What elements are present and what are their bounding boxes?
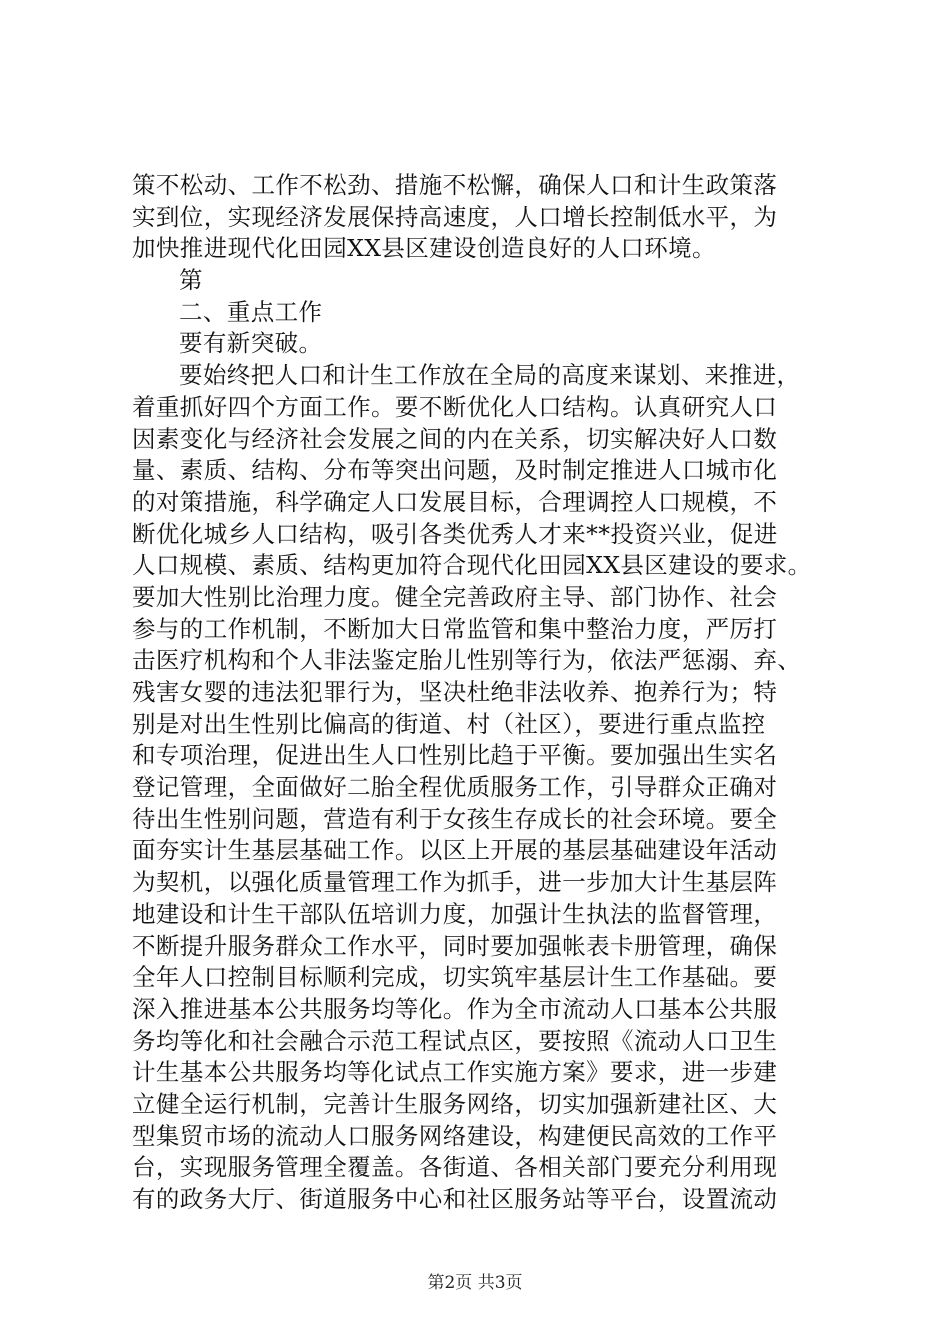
text-line: 立健全运行机制，完善计生服务网络，切实加强新建社区、大 <box>132 1089 778 1118</box>
text-line: 要始终把人口和计生工作放在全局的高度来谋划、来推进， <box>179 361 801 390</box>
text-line: 要加大性别比治理力度。健全完善政府主导、部门协作、社会 <box>132 582 778 611</box>
text-line: 计生基本公共服务均等化试点工作实施方案》要求，进一步建 <box>132 1058 778 1087</box>
text-line: 登记管理，全面做好二胎全程优质服务工作，引导群众正确对 <box>132 773 778 802</box>
text-line: 加快推进现代化田园XX县区建设创造良好的人口环境。 <box>132 234 716 263</box>
text-line: 量、素质、结构、分布等突出问题，及时制定推进人口城市化 <box>132 456 778 485</box>
text-line: 因素变化与经济社会发展之间的内在关系，切实解决好人口数 <box>132 424 778 453</box>
body-text <box>132 170 832 1216</box>
text-line: 着重抓好四个方面工作。要不断优化人口结构。认真研究人口 <box>132 392 778 421</box>
text-line: 全年人口控制目标顺利完成，切实筑牢基层计生工作基础。要 <box>132 963 778 992</box>
text-line: 为契机，以强化质量管理工作为抓手，进一步加大计生基层阵 <box>132 868 778 897</box>
text-line: 人口规模、素质、结构更加符合现代化田园XX县区建设的要求。 <box>132 551 812 580</box>
text-line: 深入推进基本公共服务均等化。作为全市流动人口基本公共服 <box>132 994 778 1023</box>
text-line: 别是对出生性别比偏高的街道、村（社区），要进行重点监控 <box>132 709 766 738</box>
text-line: 面夯实计生基层基础工作。以区上开展的基层基础建设年活动 <box>132 836 778 865</box>
page-footer: 第2页 共3页 <box>427 1273 523 1293</box>
text-line: 参与的工作机制，不断加大日常监管和集中整治力度，严厉打 <box>132 614 778 643</box>
text-line: 要有新突破。 <box>179 329 323 358</box>
text-line: 二、重点工作 <box>179 297 323 326</box>
text-line: 策不松动、工作不松劲、措施不松懈，确保人口和计生政策落 <box>132 171 778 199</box>
text-line: 第 <box>179 266 203 295</box>
text-line: 断优化城乡人口结构，吸引各类优秀人才来**投资兴业，促进 <box>132 519 778 548</box>
text-line: 实到位，实现经济发展保持高速度，人口增长控制低水平，为 <box>132 202 778 231</box>
text-line: 残害女婴的违法犯罪行为，坚决杜绝非法收养、抱养行为；特 <box>132 678 778 706</box>
text-line: 击医疗机构和个人非法鉴定胎儿性别等行为，依法严惩溺、弃、 <box>132 646 802 675</box>
text-line: 的对策措施，科学确定人口发展目标，合理调控人口规模，不 <box>132 487 778 516</box>
text-line: 务均等化和社会融合示范工程试点区，要按照《流动人口卫生 <box>132 1026 778 1055</box>
text-line: 不断提升服务群众工作水平，同时要加强帐表卡册管理，确保 <box>132 931 778 960</box>
text-line: 台，实现服务管理全覆盖。各街道、各相关部门要充分利用现 <box>132 1153 778 1182</box>
text-line: 待出生性别问题，营造有利于女孩生存成长的社会环境。要全 <box>132 804 778 833</box>
text-line: 地建设和计生干部队伍培训力度，加强计生执法的监督管理， <box>132 899 778 928</box>
text-line: 和专项治理，促进出生人口性别比趋于平衡。要加强出生实名 <box>132 741 778 770</box>
text-line: 型集贸市场的流动人口服务网络建设，构建便民高效的工作平 <box>132 1121 778 1150</box>
text-line: 有的政务大厅、街道服务中心和社区服务站等平台，设置流动 <box>132 1185 778 1213</box>
